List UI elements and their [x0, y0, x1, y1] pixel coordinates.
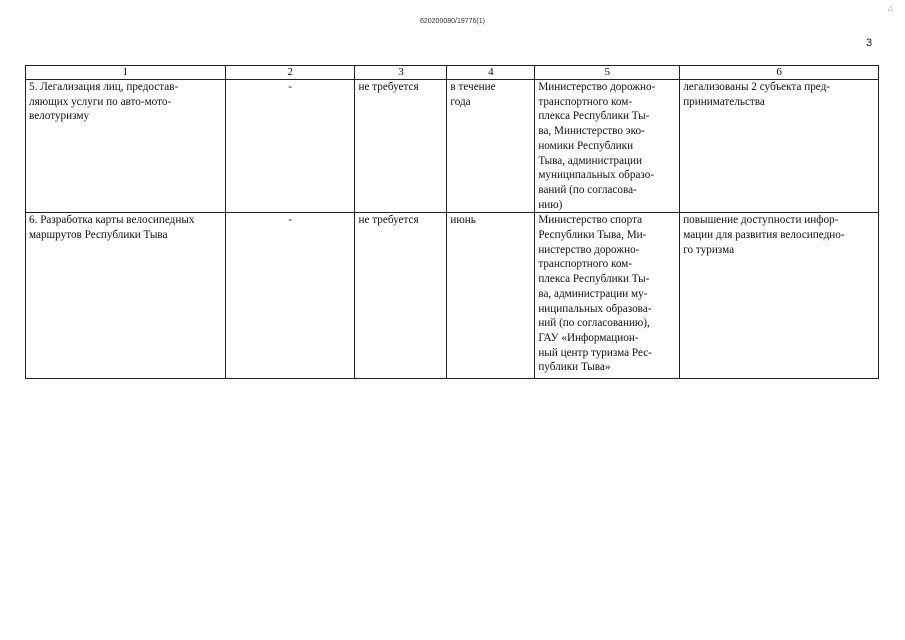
column-header: 2 [225, 66, 355, 80]
result-cell: повышение доступности инфор- мации для развития велосипедно- го туризма [680, 213, 879, 379]
financing-cell: не требуется [355, 80, 447, 213]
responsible-cell: Министерство дорожно- транспортного ком- плекса Республики Ты- ва, Министерство эко- номики Республики Тыва, администрации муниципальных образо- ваний (по согласова- нию) [535, 80, 680, 213]
table-row [26, 80, 879, 213]
funding-cell: - [225, 80, 355, 213]
funding-cell: - [225, 213, 355, 379]
column-header: 6 [680, 66, 879, 80]
deadline-cell: в течение года [447, 80, 535, 213]
responsible-cell: Министерство спорта Республики Тыва, Ми- нистерство дорожно- транспортного ком- плекса Республики Ты- ва, администрации му- ниципальных образова- ний (по согласованию), ГАУ «Информацион- ный центр туризма Рес- публики Тыва» [535, 213, 680, 379]
financing-cell: не требуется [355, 213, 447, 379]
document-number: 620200080/19776(1) [419, 18, 485, 25]
page-number: 3 [866, 37, 873, 49]
column-header: 4 [447, 66, 535, 80]
column-header: 1 [26, 66, 226, 80]
event-cell: 6. Разработка карты велосипедных маршрутов Республики Тыва [26, 213, 226, 379]
result-cell: легализованы 2 субъекта пред- принимательства [680, 80, 879, 213]
column-header: 5 [535, 66, 680, 80]
table-header-row [26, 66, 879, 80]
event-cell: 5. Легализация лиц, предостав- ляющих услуги по авто-мото- велотуризму [26, 80, 226, 213]
table-row [26, 213, 879, 379]
plan-table [25, 65, 879, 379]
deadline-cell: июнь [447, 213, 535, 379]
corner-mark: △ [888, 4, 894, 12]
column-header: 3 [355, 66, 447, 80]
